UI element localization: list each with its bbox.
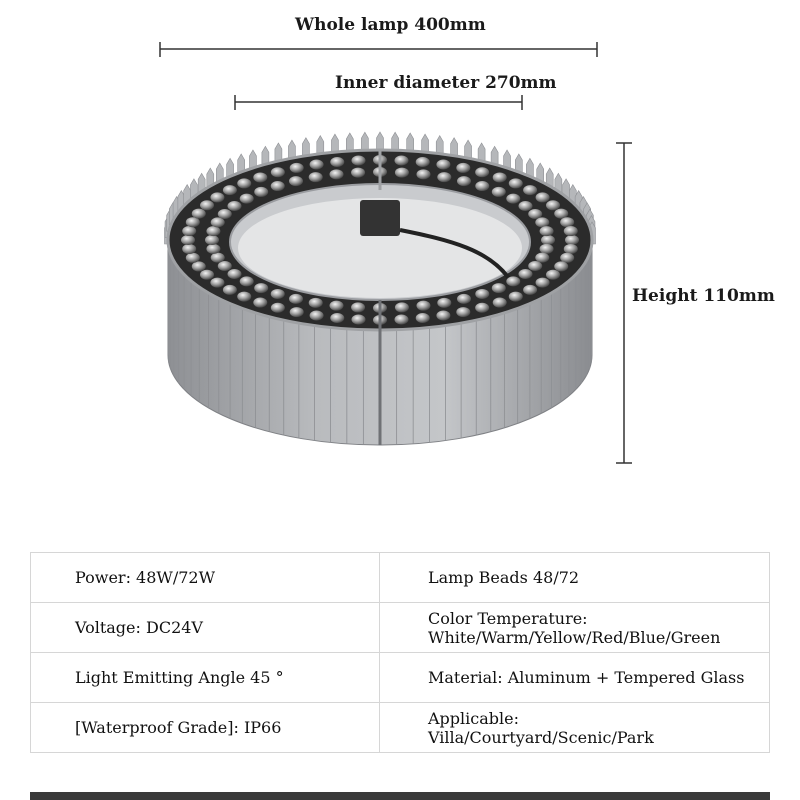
led-bead bbox=[289, 294, 303, 304]
led-bead bbox=[541, 235, 555, 245]
led-bead bbox=[205, 235, 219, 245]
led-bead bbox=[192, 209, 206, 219]
led-bead bbox=[475, 303, 489, 313]
whole-lamp-dimension-label: Whole lamp 400mm bbox=[295, 15, 486, 35]
led-bead bbox=[310, 311, 324, 321]
led-bead bbox=[210, 278, 224, 288]
led-bead bbox=[211, 253, 225, 263]
led-bead bbox=[518, 269, 532, 279]
led-bead bbox=[200, 270, 214, 280]
led-bead bbox=[186, 253, 200, 263]
material-spec: Material: Aluminum + Tempered Glass bbox=[428, 668, 745, 687]
led-bead bbox=[540, 244, 554, 254]
led-bead bbox=[536, 192, 550, 202]
led-bead bbox=[192, 261, 206, 271]
led-bead bbox=[351, 168, 365, 178]
led-bead bbox=[395, 168, 409, 178]
led-bead bbox=[394, 314, 408, 324]
led-bead bbox=[535, 217, 549, 227]
led-bead bbox=[352, 156, 366, 166]
led-bead bbox=[554, 261, 568, 271]
led-bead bbox=[457, 176, 471, 186]
led-bead bbox=[416, 169, 430, 179]
table-row bbox=[31, 653, 770, 703]
table-row bbox=[31, 603, 770, 653]
led-bead bbox=[436, 159, 450, 169]
led-bead bbox=[475, 289, 489, 299]
led-bead bbox=[437, 172, 451, 182]
led-bead bbox=[182, 244, 196, 254]
inner-diameter-dimension-label: Inner diameter 270mm bbox=[335, 73, 557, 93]
led-bead bbox=[254, 187, 268, 197]
led-bead bbox=[351, 302, 365, 312]
led-bead bbox=[475, 167, 489, 177]
spec-cell bbox=[380, 553, 770, 603]
bottom-divider-bar bbox=[30, 792, 770, 800]
led-bead bbox=[416, 313, 430, 323]
spec-cell bbox=[380, 603, 770, 653]
led-bead bbox=[436, 311, 450, 321]
led-bead bbox=[509, 178, 523, 188]
led-bead bbox=[271, 303, 285, 313]
led-bead bbox=[540, 226, 554, 236]
led-bead bbox=[493, 298, 507, 308]
led-bead bbox=[546, 200, 560, 210]
led-bead bbox=[416, 157, 430, 167]
led-bead bbox=[523, 285, 537, 295]
led-bead bbox=[509, 292, 523, 302]
led-bead bbox=[560, 217, 574, 227]
led-bead bbox=[254, 283, 268, 293]
led-bead bbox=[554, 209, 568, 219]
led-bead bbox=[309, 298, 323, 308]
led-bead bbox=[394, 156, 408, 166]
led-bead bbox=[330, 301, 344, 311]
led-bead bbox=[210, 192, 224, 202]
led-bead bbox=[518, 201, 532, 211]
led-bead bbox=[546, 270, 560, 280]
spec-cell bbox=[31, 553, 380, 603]
led-bead bbox=[211, 217, 225, 227]
led-bead bbox=[310, 159, 324, 169]
led-bead bbox=[535, 253, 549, 263]
applicable-label: Applicable: bbox=[428, 708, 519, 728]
led-bead bbox=[416, 301, 430, 311]
color-temperature-value: White/Warm/Yellow/Red/Blue/Green bbox=[428, 627, 721, 647]
led-bead bbox=[223, 285, 237, 295]
led-bead bbox=[289, 176, 303, 186]
led-bead bbox=[352, 314, 366, 324]
applicable-value: Villa/Courtyard/Scenic/Park bbox=[428, 727, 654, 747]
led-bead bbox=[206, 226, 220, 236]
waterproof-grade-spec: [Waterproof Grade]: IP66 bbox=[75, 718, 282, 737]
voltage-spec: Voltage: DC24V bbox=[75, 618, 203, 637]
color-temperature-label: Color Temperature: bbox=[428, 608, 588, 628]
led-bead bbox=[218, 209, 232, 219]
led-bead bbox=[237, 178, 251, 188]
led-bead bbox=[240, 276, 254, 286]
led-bead bbox=[330, 169, 344, 179]
led-bead bbox=[253, 298, 267, 308]
led-bead bbox=[253, 172, 267, 182]
led-bead bbox=[506, 194, 520, 204]
led-bead bbox=[290, 163, 304, 173]
led-bead bbox=[536, 278, 550, 288]
led-bead bbox=[182, 226, 196, 236]
height-dimension-label: Height 110mm bbox=[632, 286, 775, 306]
led-bead bbox=[237, 292, 251, 302]
spec-cell bbox=[380, 653, 770, 703]
led-bead bbox=[564, 244, 578, 254]
led-bead bbox=[528, 261, 542, 271]
light-emitting-angle-spec: Light Emitting Angle 45 ° bbox=[75, 668, 284, 687]
table-row bbox=[31, 703, 770, 753]
spec-cell bbox=[31, 653, 380, 703]
led-bead bbox=[186, 217, 200, 227]
led-bead bbox=[200, 200, 214, 210]
led-bead bbox=[228, 201, 242, 211]
led-bead bbox=[528, 209, 542, 219]
led-bead bbox=[181, 235, 195, 245]
led-bead bbox=[228, 269, 242, 279]
led-bead bbox=[560, 253, 574, 263]
led-bead bbox=[290, 307, 304, 317]
led-bead bbox=[395, 302, 409, 312]
spec-cell bbox=[31, 603, 380, 653]
led-bead bbox=[330, 313, 344, 323]
specification-table bbox=[30, 552, 770, 753]
led-bead bbox=[475, 181, 489, 191]
led-bead bbox=[523, 185, 537, 195]
led-bead bbox=[271, 289, 285, 299]
led-bead bbox=[456, 307, 470, 317]
led-bead bbox=[271, 167, 285, 177]
led-bead bbox=[309, 172, 323, 182]
led-bead bbox=[492, 187, 506, 197]
lamp-beads-spec: Lamp Beads 48/72 bbox=[428, 568, 580, 587]
led-bead bbox=[564, 226, 578, 236]
led-bead bbox=[457, 294, 471, 304]
led-bead bbox=[565, 235, 579, 245]
led-bead bbox=[492, 283, 506, 293]
spec-cell bbox=[380, 703, 770, 753]
led-bead bbox=[493, 172, 507, 182]
led-bead bbox=[456, 163, 470, 173]
led-bead bbox=[271, 181, 285, 191]
led-bead bbox=[223, 185, 237, 195]
led-bead bbox=[437, 298, 451, 308]
power-spec: Power: 48W/72W bbox=[75, 568, 216, 587]
ring-lamp-illustration bbox=[150, 130, 610, 460]
spec-cell bbox=[31, 703, 380, 753]
led-bead bbox=[206, 244, 220, 254]
led-bead bbox=[330, 157, 344, 167]
table-row bbox=[31, 553, 770, 603]
led-bead bbox=[240, 194, 254, 204]
led-bead bbox=[218, 261, 232, 271]
led-bead bbox=[506, 276, 520, 286]
